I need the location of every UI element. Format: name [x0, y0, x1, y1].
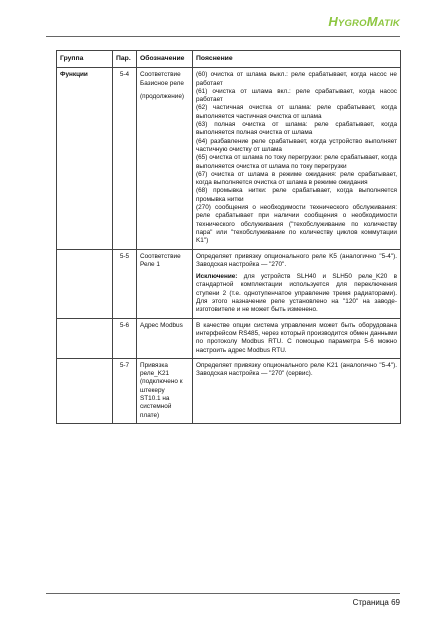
- designation-line: плате): [140, 411, 160, 419]
- col-header-group: Группа: [57, 51, 113, 68]
- designation-line: Базисное реле: [140, 79, 184, 87]
- explanation-item: (61) очистка от шлама вкл.: реле срабатывает, когда насос работает: [196, 87, 397, 104]
- explanation-item: (62) частичная очистка от шлама: реле срабатывает, когда выполняется частичная очистка от шлама: [196, 104, 397, 120]
- param-cell: 5-4: [113, 68, 137, 249]
- designation-line: Реле 1: [140, 260, 160, 268]
- table-row: [57, 249, 401, 318]
- explanation-text: Определяет привязку опционального реле K21 (аналогично "5-4"). Заводская настройка — "270" (сервис).: [196, 361, 397, 378]
- explanation-text: В качестве опции система управления может быть оборудована интерфейсом RS485, через который производится обмен данными по протоколу Modbus RTU. С помощью параметра 5-6 можно настроить адрес Modbus RTU.: [196, 321, 397, 354]
- logo-text-1: YGRO: [337, 18, 367, 29]
- designation-line: ST10.1 на: [140, 394, 170, 402]
- designation-cell: [137, 358, 193, 423]
- explanation-item: (65) очистка от шлама по току перегрузки: реле срабатывает, когда выполняется очистка от шлама по току перегрузки: [196, 154, 397, 170]
- col-header-param: Пар.: [113, 51, 137, 68]
- col-header-designation: Обозначение: [137, 51, 193, 68]
- designation-line: Адрес Modbus: [140, 321, 183, 329]
- exception-label: Исключение:: [196, 273, 238, 281]
- explanation-cell: [193, 318, 401, 358]
- designation-line: Соответствие: [140, 71, 181, 79]
- designation-line: Соответствие: [140, 252, 181, 260]
- explanation-cell: [193, 358, 401, 423]
- group-cell: Функции: [57, 68, 113, 249]
- explanation-item: (67) очистка от шлама в режиме ожидания: реле срабатывает, когда выполняется очистка от шлама в режиме ожидания: [196, 170, 397, 187]
- param-cell: 5-7: [113, 358, 137, 423]
- explanation-item: (68) промывка нитки: реле срабатывает, когда выполняется промывка нитки: [196, 187, 397, 203]
- designation-line: (продолжение): [140, 92, 185, 100]
- designation-line: системной: [140, 403, 172, 411]
- parameter-table: [56, 50, 401, 424]
- designation-cell: [137, 68, 193, 249]
- explanation-cell: [193, 68, 401, 249]
- col-header-explanation: Пояснение: [193, 51, 401, 68]
- explanation-item: (64) разбавление реле срабатывает, когда устройство выполняет частичную очистку от шлама: [196, 137, 397, 153]
- param-cell: 5-5: [113, 249, 137, 318]
- designation-line: (подключено к: [140, 378, 183, 386]
- explanation-item: (270) сообщения о необходимости технического обслуживания: реле срабатывает при наличии сообщения о необходимости технического обслуживания ("техобслуживание по количеству пара" или "техобслуживание по количеству циклов коммутации K1"): [196, 204, 397, 245]
- designation-line: штекеру: [140, 386, 165, 394]
- designation-line: Привязка: [140, 361, 168, 369]
- exception-note: [196, 273, 397, 314]
- table-row: [57, 358, 401, 423]
- explanation-text: Определяет привязку опционального реле K5 (аналогично "5-4"). Заводская настройка — "270".: [196, 252, 397, 268]
- group-cell-empty: [57, 318, 113, 358]
- group-cell-empty: [57, 358, 113, 423]
- table-row: [57, 68, 401, 249]
- designation-cell: [137, 249, 193, 318]
- exception-text: для устройств SLH40 и SLH50 реле_K20 в стандартной комплектации используется для переключения ступени 2 (т.е. однотупенчатое управление тремя радиаторами). Для этого назначение реле установлено на "120" на заводе-изготовителе и не может быть изменено.: [196, 273, 397, 314]
- hygromatik-logo: HYGROMATIK: [328, 14, 400, 29]
- header-rule: [46, 36, 400, 37]
- table-row: [57, 318, 401, 358]
- logo-text-2: ATIK: [377, 18, 400, 29]
- explanation-item: (63) полная очистка от шлама: реле срабатывает, когда выполняется полная очистка от шлама: [196, 121, 397, 137]
- param-cell: 5-6: [113, 318, 137, 358]
- page-number: Страница 69: [352, 598, 400, 607]
- group-cell-empty: [57, 249, 113, 318]
- designation-line: реле_K21: [140, 370, 170, 378]
- explanation-item: (60) очистка от шлама выкл.: реле срабатывает, когда насос не работает: [196, 71, 397, 87]
- designation-cell: [137, 318, 193, 358]
- footer-rule: [46, 593, 400, 594]
- table-header-row: [57, 51, 401, 68]
- explanation-cell: [193, 249, 401, 318]
